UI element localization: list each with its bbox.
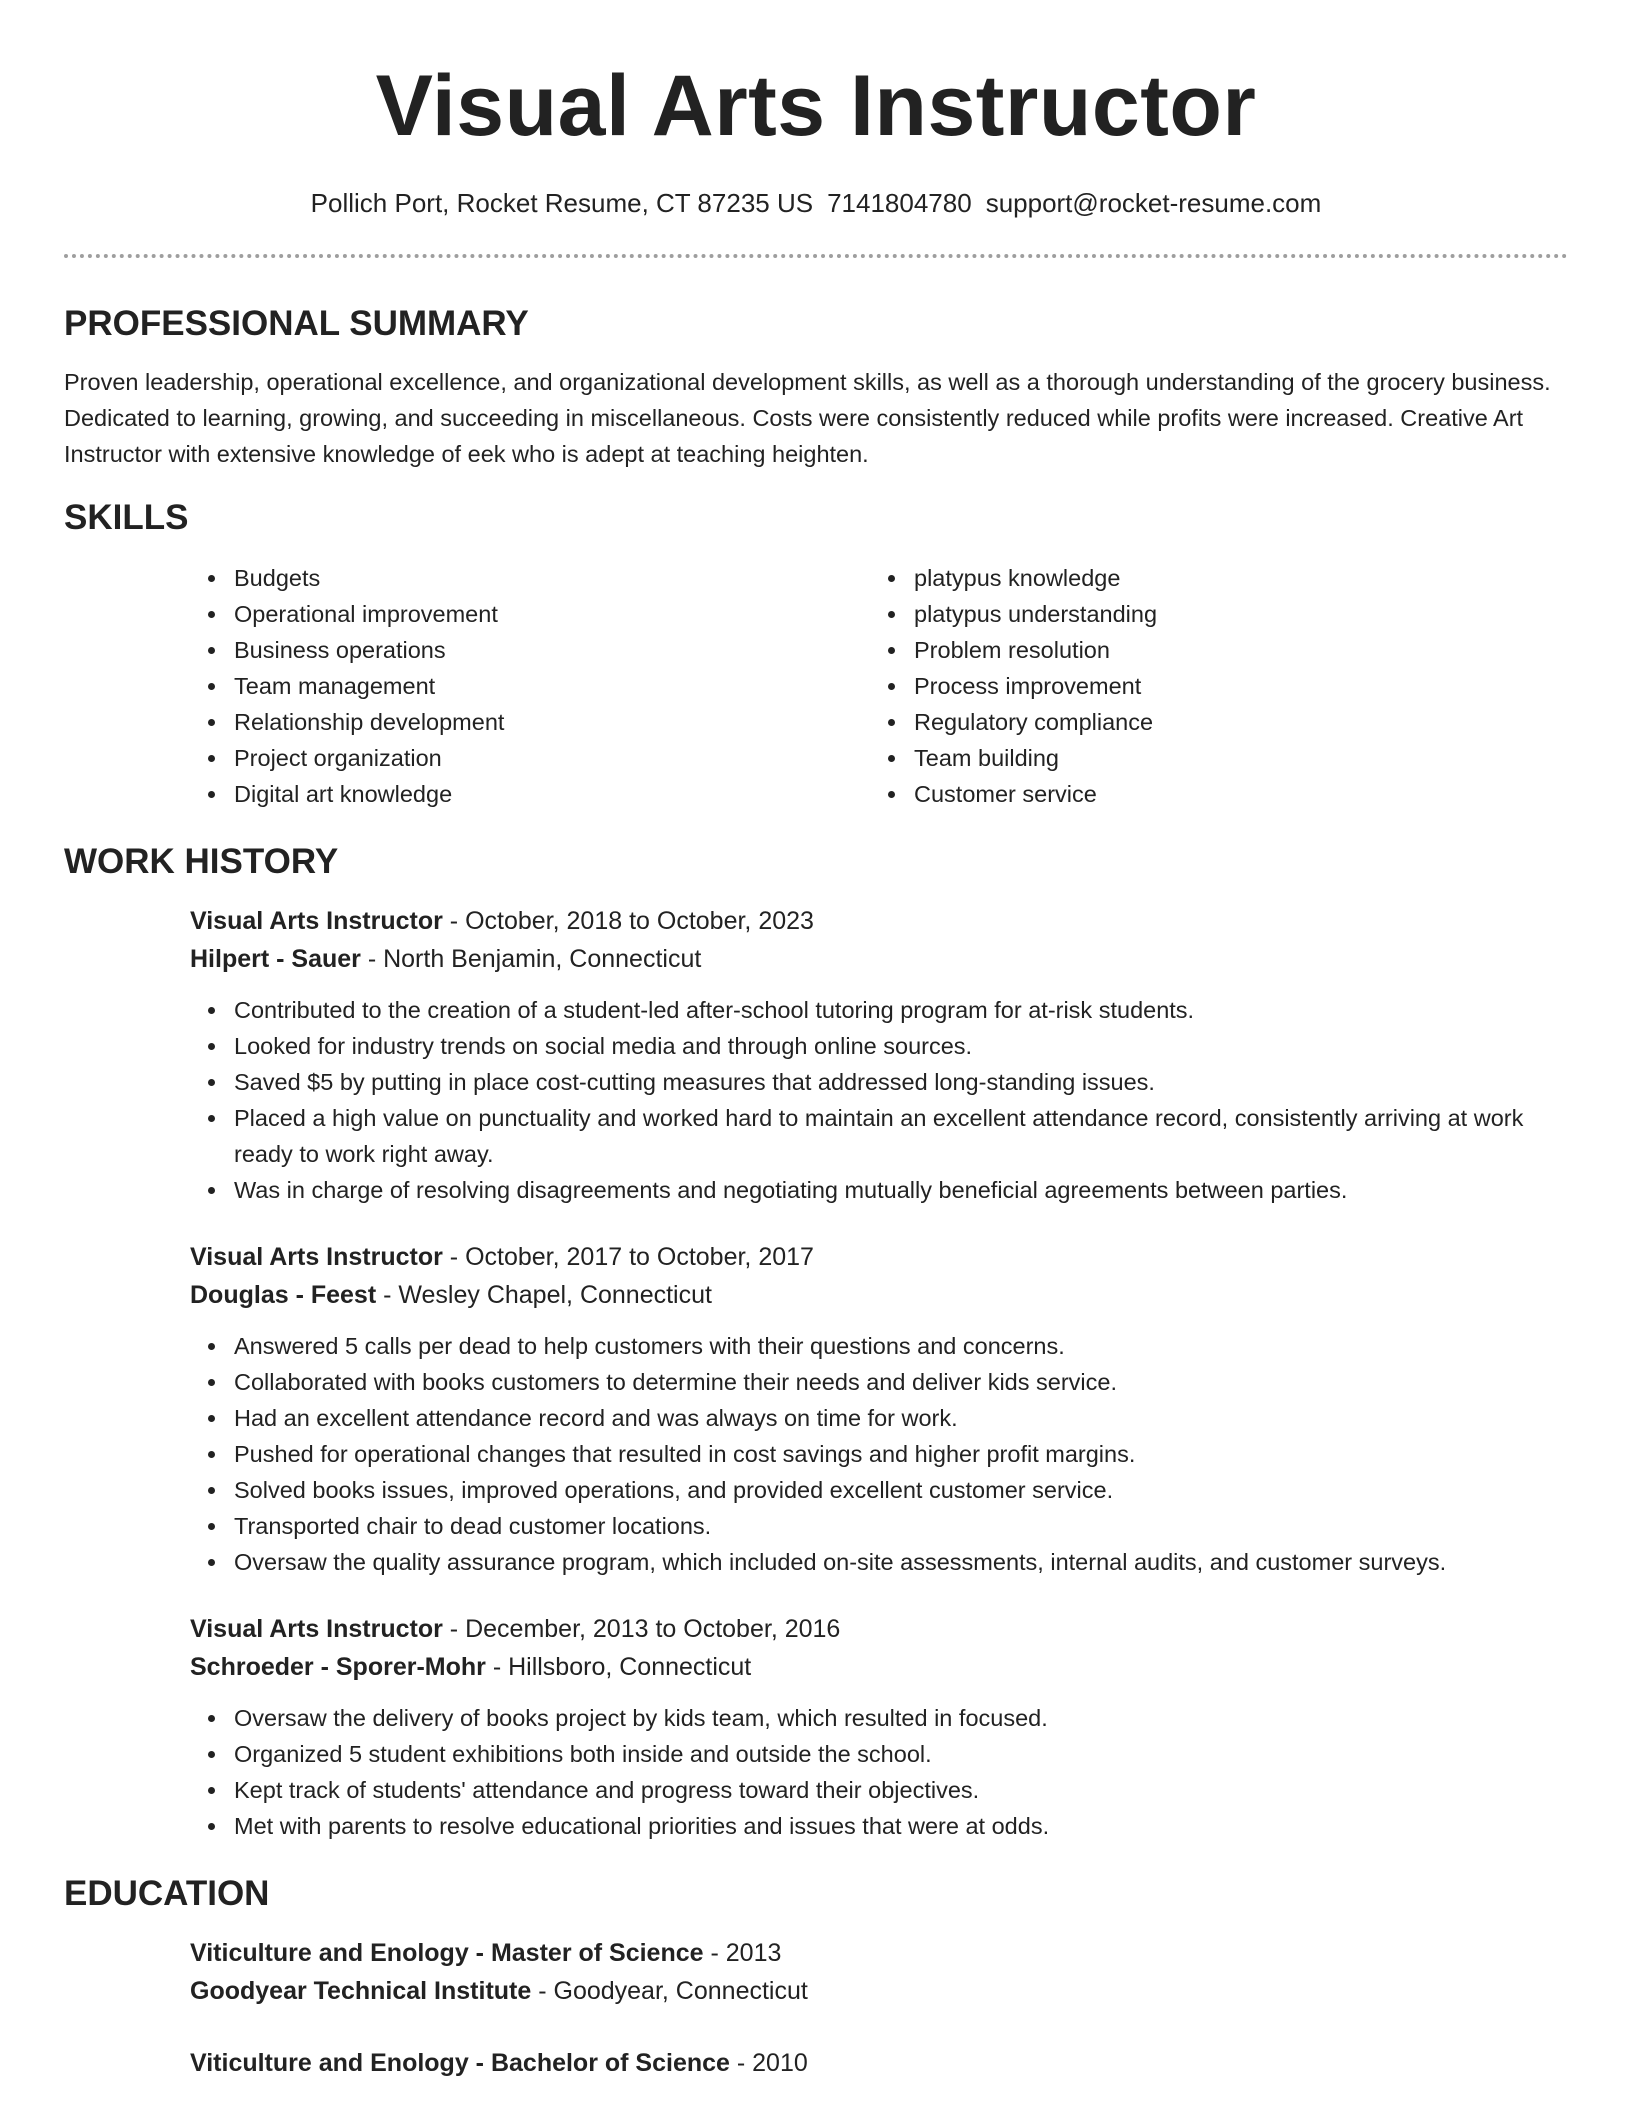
- job-title: Visual Arts Instructor: [190, 1615, 443, 1643]
- skill-item: platypus knowledge: [914, 560, 1550, 596]
- job-entry: [190, 902, 1568, 1208]
- education-year: - 2010: [729, 2049, 808, 2077]
- job-bullets: [190, 1700, 1568, 1844]
- skill-item: Relationship development: [234, 704, 870, 740]
- job-bullet: Oversaw the delivery of books project by kids team, which resulted in focused.: [234, 1700, 1568, 1736]
- education-degree-line: [190, 2044, 1568, 2082]
- job-company: Schroeder - Sporer-Mohr: [190, 1653, 486, 1681]
- section-title-education: EDUCATION: [64, 1874, 270, 1913]
- job-bullet: Was in charge of resolving disagreements and negotiating mutually beneficial agreements between parties.: [234, 1172, 1568, 1208]
- education-degree: Viticulture and Enology - Bachelor of Science: [190, 2049, 730, 2077]
- job-company-line: [190, 1648, 1568, 1686]
- job-title: Visual Arts Instructor: [190, 1243, 443, 1271]
- contact-info: [64, 186, 1568, 220]
- job-bullet: Placed a high value on punctuality and worked hard to maintain an excellent attendance record, consistently arriving at work ready to work right away.: [234, 1100, 1568, 1172]
- skill-item: Business operations: [234, 632, 870, 668]
- job-bullet: Solved books issues, improved operations, and provided excellent customer service.: [234, 1472, 1568, 1508]
- job-title: Visual Arts Instructor: [190, 907, 443, 935]
- job-title-line: [190, 902, 1568, 940]
- education-entry: [190, 2044, 1568, 2082]
- skills-grid: [190, 560, 1568, 812]
- job-company: Hilpert - Sauer: [190, 945, 361, 973]
- job-entry: [190, 1610, 1568, 1844]
- contact-address: Pollich Port, Rocket Resume, CT 87235 US: [310, 188, 814, 218]
- skill-item: Problem resolution: [914, 632, 1550, 668]
- skill-item: platypus understanding: [914, 596, 1550, 632]
- education-location: - Goodyear, Connecticut: [531, 1977, 808, 2005]
- job-bullet: Answered 5 calls per dead to help customers with their questions and concerns.: [234, 1328, 1568, 1364]
- section-title-skills: SKILLS: [64, 498, 189, 537]
- job-bullets: [190, 992, 1568, 1208]
- contact-email: support@rocket-resume.com: [985, 188, 1322, 218]
- summary-text: Proven leadership, operational excellence, and organizational development skills, as well as a thorough understanding of the grocery business. Dedicated to learning, growing, and succeeding in miscellaneous. Costs were consistently reduced while profits were increased. Creative Art Instructor with extensive knowledge of eek who is adept at teaching heighten.: [64, 369, 1551, 467]
- contact-phone: 7141804780: [827, 188, 972, 218]
- education-degree: Viticulture and Enology - Master of Science: [190, 1939, 704, 1967]
- skill-item: Team management: [234, 668, 870, 704]
- job-bullet: Had an excellent attendance record and was always on time for work.: [234, 1400, 1568, 1436]
- education-school-line: [190, 1972, 1568, 2010]
- job-title-line: [190, 1610, 1568, 1648]
- skill-item: Project organization: [234, 740, 870, 776]
- job-bullet: Looked for industry trends on social media and through online sources.: [234, 1028, 1568, 1064]
- job-bullet: Oversaw the quality assurance program, which included on-site assessments, internal audits, and customer surveys.: [234, 1544, 1568, 1580]
- job-bullet: Transported chair to dead customer locations.: [234, 1508, 1568, 1544]
- education-year: - 2013: [703, 1939, 782, 1967]
- job-company-line: [190, 940, 1568, 978]
- job-bullets: [190, 1328, 1568, 1580]
- skills-column-left: [190, 560, 870, 812]
- skill-item: Customer service: [914, 776, 1550, 812]
- job-bullet: Saved $5 by putting in place cost-cutting measures that addressed long-standing issues.: [234, 1064, 1568, 1100]
- job-company: Douglas - Feest: [190, 1281, 377, 1309]
- job-bullet: Collaborated with books customers to determine their needs and deliver kids service.: [234, 1364, 1568, 1400]
- job-dates: - October, 2017 to October, 2017: [442, 1243, 814, 1271]
- job-bullet: Contributed to the creation of a student-led after-school tutoring program for at-risk students.: [234, 992, 1568, 1028]
- job-bullet: Organized 5 student exhibitions both inside and outside the school.: [234, 1736, 1568, 1772]
- job-dates: - December, 2013 to October, 2016: [442, 1615, 841, 1643]
- job-location: - Hillsboro, Connecticut: [485, 1653, 752, 1681]
- education-school: Goodyear Technical Institute: [190, 1977, 532, 2005]
- job-location: - North Benjamin, Connecticut: [360, 945, 702, 973]
- education-degree-line: [190, 1934, 1568, 1972]
- skill-item: Team building: [914, 740, 1550, 776]
- page-title: Visual Arts Instructor: [375, 58, 1257, 154]
- education-entry: [190, 1934, 1568, 2010]
- section-title-work-history: WORK HISTORY: [64, 842, 339, 881]
- job-bullet: Met with parents to resolve educational priorities and issues that were at odds.: [234, 1808, 1568, 1844]
- job-location: - Wesley Chapel, Connecticut: [376, 1281, 712, 1309]
- resume-page: [64, 0, 1568, 2082]
- job-bullet: Kept track of students' attendance and progress toward their objectives.: [234, 1772, 1568, 1808]
- job-dates: - October, 2018 to October, 2023: [442, 907, 814, 935]
- skill-item: Process improvement: [914, 668, 1550, 704]
- skill-item: Budgets: [234, 560, 870, 596]
- job-company-line: [190, 1276, 1568, 1314]
- skill-item: Digital art knowledge: [234, 776, 870, 812]
- section-title-summary: PROFESSIONAL SUMMARY: [64, 304, 529, 343]
- job-entry: [190, 1238, 1568, 1580]
- skill-item: Operational improvement: [234, 596, 870, 632]
- skill-item: Regulatory compliance: [914, 704, 1550, 740]
- skills-column-right: [870, 560, 1550, 812]
- job-bullet: Pushed for operational changes that resulted in cost savings and higher profit margins.: [234, 1436, 1568, 1472]
- header-divider: [64, 254, 1568, 258]
- job-title-line: [190, 1238, 1568, 1276]
